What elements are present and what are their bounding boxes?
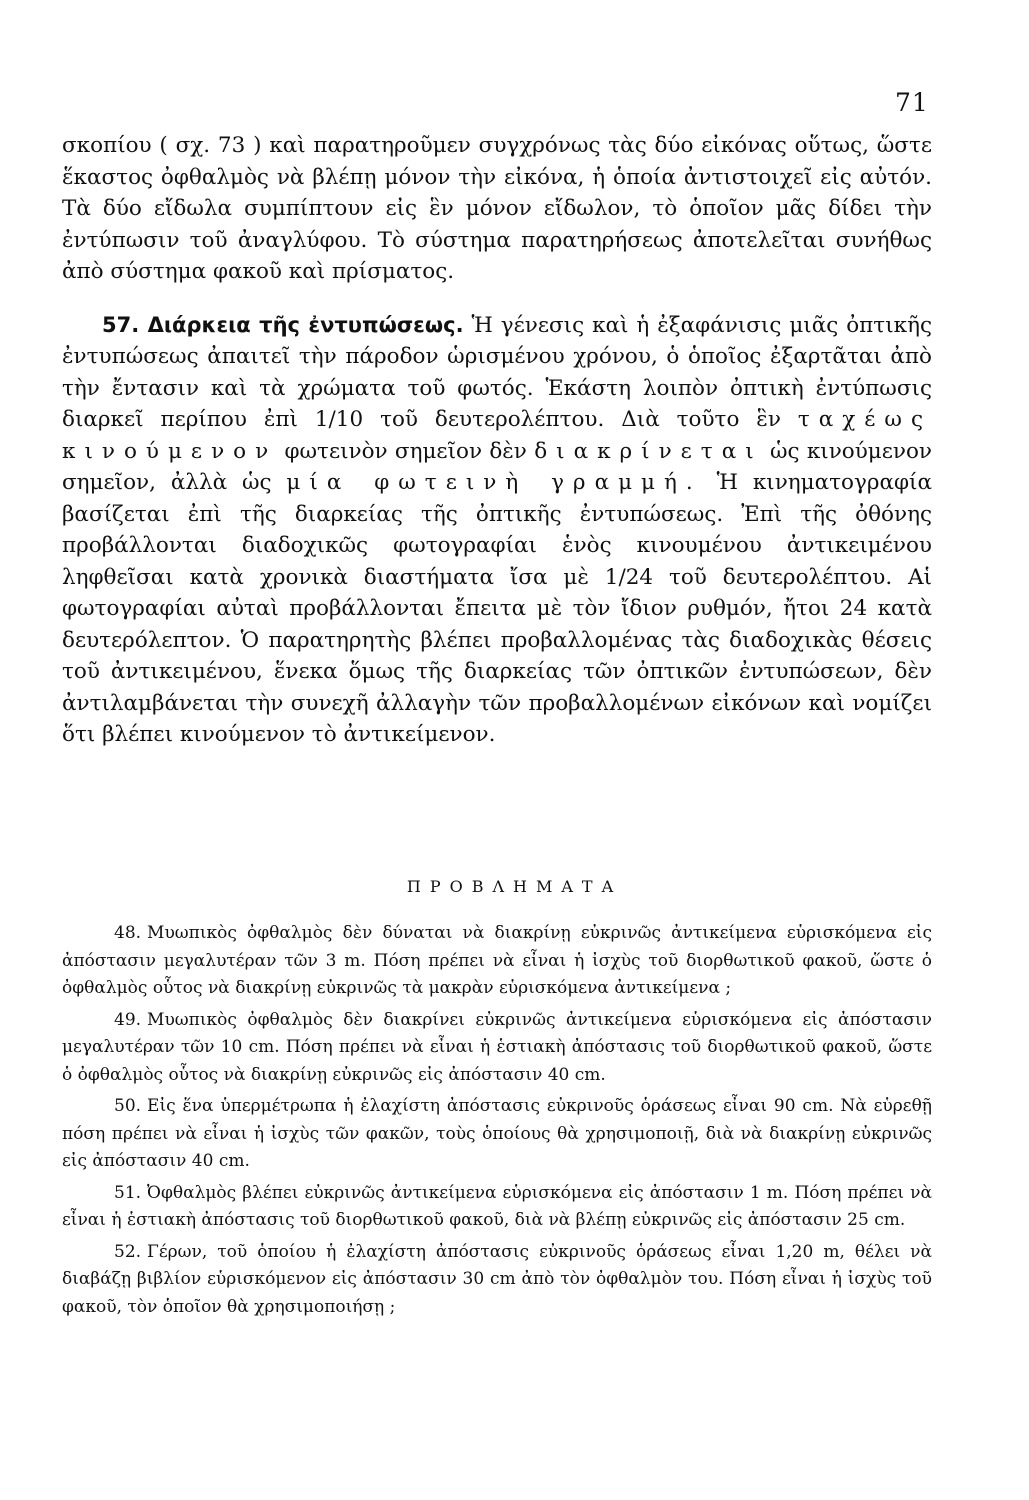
problem-text: Γέρων, τοῦ ὁποίου ἡ ἐλαχίστη ἀπόστασις εὐκρινοῦς ὁράσεως εἶναι 1,20 m, θέλει νὰ διαβάζῃ βιβλίον εὑρισκόμενον εἰς ἀπόστασιν 30 cm ἀπὸ τὸν ὀφθαλμὸν του. Πόση εἶναι ἡ ἰσχὺς τοῦ φακοῦ, τὸν ὁποῖον θὰ χρησιμοποιήσῃ ; <box>62 1241 932 1317</box>
spaced-phrase-2: διακρίνεται <box>534 438 763 464</box>
problem-item <box>62 1239 932 1322</box>
problem-text: Εἰς ἕνα ὑπερμέτρωπα ἡ ἐλαχίστη ἀπόστασις εὐκρινοῦς ὁράσεως εἶναι 90 cm. Νὰ εὑρεθῇ πόση πρέπει νὰ εἶναι ἡ ἰσχὺς τῶν φακῶν, τοὺς ὁποίους θὰ χρησιμοποιῇ, διὰ νὰ διακρίνῃ εὐκρινῶς εἰς ἀπόστασιν 40 cm. <box>62 1096 932 1171</box>
section-text-3: ὡς κινούμενον σημεῖον, ἀλλὰ ὡς <box>62 438 932 495</box>
section-text-4: Ἡ κινηματογραφία βασίζεται ἐπὶ τῆς διαρκείας τῆς ὀπτικῆς ἐντυπώσεως. Ἐπὶ τῆς ὀθόνης προβάλλονται διαδοχικῶς φωτογραφίαι ἑνὸς κινουμένου ἀντικειμένου ληφθεῖσαι κατὰ χρονικὰ διαστήματα ἴσα μὲ 1/24 τοῦ δευτερολέπτου. Αἱ φωτογραφίαι αὐταὶ προβάλλονται ἔπειτα μὲ τὸν ἴδιον ρυθμόν, ἤτοι 24 κατὰ δευτερόλεπτον. Ὁ παρατηρητὴς βλέπει προβαλλομένας τὰς διαδοχικὰς θέσεις τοῦ ἀντικειμένου, ἕνεκα ὅμως τῆς διαρκείας τῶν ὀπτικῶν ἐντυπώσεων, δὲν ἀντιλαμβάνεται τὴν συνεχῆ ἀλλαγὴν τῶν προβαλλομένων εἰκόνων καὶ νομίζει ὅτι βλέπει κινούμενον τὸ ἀντικείμενον. <box>62 470 932 747</box>
intro-paragraph: σκοπίου ( σχ. 73 ) καὶ παρατηροῦμεν συγχρόνως τὰς δύο εἰκόνας οὕτως, ὥστε ἕκαστος ὀφθαλμὸς νὰ βλέπῃ μόνον τὴν εἰκόνα, ἡ ὁποία ἀντιστοιχεῖ εἰς αὐτόν. Τὰ δύο εἴδωλα συμπίπτουν εἰς ἓν μόνον εἴδωλον, τὸ ὁποῖον μᾶς δίδει τὴν ἐντύπωσιν τοῦ ἀναγλύφου. Τὸ σύστημα παρατηρήσεως ἀποτελεῖται συνήθως ἀπὸ σύστημα φακοῦ καὶ πρίσματος. <box>62 133 932 284</box>
spaced-phrase-3: μία φωτεινὴ γραμμή. <box>286 470 702 495</box>
problem-number: 51. <box>114 1182 142 1203</box>
problem-item <box>62 1007 932 1090</box>
problem-item <box>62 1180 932 1235</box>
problem-item <box>62 1093 932 1176</box>
problems-title: ΠΡΟΒΛΗΜΑΤΑ <box>406 877 623 896</box>
problems-list <box>62 920 932 1325</box>
problem-number: 49. <box>114 1009 142 1030</box>
page-number: 71 <box>895 88 929 117</box>
section-heading: 57. Διάρκεια τῆς ἐντυπώσεως. <box>102 312 464 337</box>
problem-number: 50. <box>114 1096 142 1116</box>
problem-text: Μυωπικὸς ὀφθαλμὸς δὲν δύναται νὰ διακρίνῃ εὐκρινῶς ἀντικείμενα εὑρισκόμενα εἰς ἀπόστασιν μεγαλυτέραν τῶν 3 m. Πόση πρέπει νὰ εἶναι ἡ ἰσχὺς τοῦ διορθωτικοῦ φακοῦ, ὥστε ὁ ὀφθαλμὸς οὗτος νὰ διακρίνῃ εὐκρινῶς τὰ μακρὰν εὑρισκόμενα ἀντικείμενα ; <box>62 923 932 998</box>
problem-item <box>62 920 932 1003</box>
section-text-2: φωτεινὸν σημεῖον δὲν <box>284 438 527 464</box>
spaced-phrase-1: ταχέως κινούμενον <box>62 407 932 464</box>
problem-number: 48. <box>114 923 142 943</box>
main-text <box>62 130 932 751</box>
problem-number: 52. <box>114 1241 142 1262</box>
section-text-1: Ἡ γένεσις καὶ ἡ ἐξαφάνισις μιᾶς ὀπτικῆς ἐντυπώσεως ἀπαιτεῖ τὴν πάροδον ὡρισμένου χρόνου, ὁ ὁποῖος ἐξαρτᾶται ἀπὸ τὴν ἔντασιν καὶ τὰ χρώματα τοῦ φωτός. Ἑκάστη λοιπὸν ὀπτικὴ ἐντύπωσις διαρκεῖ περίπου ἐπὶ 1/10 τοῦ δευτερολέπτου. Διὰ τοῦτο ἓν <box>62 312 932 432</box>
problem-text: Μυωπικὸς ὀφθαλμὸς δὲν διακρίνει εὐκρινῶς ἀντικείμενα εὑρισκόμενα εἰς ἀπόστασιν μεγαλυτέραν τῶν 10 cm. Πόση πρέπει νὰ εἶναι ἡ ἑστιακὴ ἀπόστασις τοῦ διορθωτικοῦ φακοῦ, ὥστε ὁ ὀφθαλμὸς οὗτος νὰ διακρίνῃ εὐκρινῶς εἰς ἀπόστασιν 40 cm. <box>62 1009 932 1085</box>
section-57-paragraph <box>62 310 932 751</box>
problem-text: Ὀφθαλμὸς βλέπει εὐκρινῶς ἀντικείμενα εὑρισκόμενα εἰς ἀπόστασιν 1 m. Πόση πρέπει νὰ εἶναι ἡ ἑστιακὴ ἀπόστασις τοῦ διορθωτικοῦ φακοῦ, διὰ νὰ βλέπῃ εὐκρινῶς εἰς ἀπόστασιν 25 cm. <box>62 1182 932 1230</box>
